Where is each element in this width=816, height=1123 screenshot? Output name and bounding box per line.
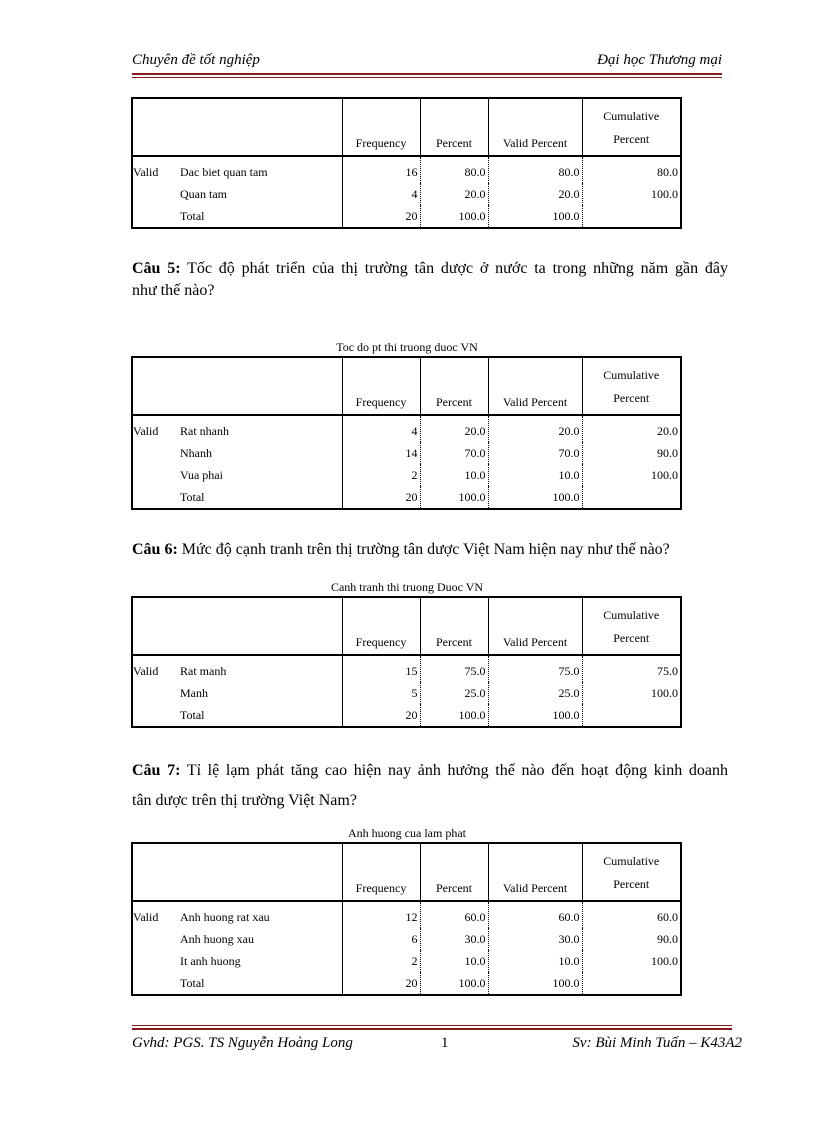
cell-valid-percent: 25.0: [488, 682, 582, 704]
table-lam-phat: [131, 842, 682, 996]
cell-frequency: 20: [342, 972, 420, 995]
cell-frequency: 2: [342, 464, 420, 486]
row-group-label: [132, 682, 180, 704]
row-label: Total: [180, 704, 342, 727]
footer-right: Sv: Bùi Minh Tuấn – K43A2: [572, 1035, 742, 1051]
row-label: Nhanh: [180, 442, 342, 464]
cell-cumulative-percent: 75.0: [582, 655, 681, 682]
table-header-row: [132, 597, 681, 655]
cell-cumulative-percent: 80.0: [582, 156, 681, 183]
row-label: Dac biet quan tam: [180, 156, 342, 183]
table-continued: [131, 97, 682, 229]
header-frequency: Frequency: [342, 357, 420, 415]
header-cumulative-percent: [582, 357, 681, 415]
cell-valid-percent: 20.0: [488, 183, 582, 205]
footer-rule-thin: [132, 1025, 732, 1026]
cell-percent: 25.0: [420, 682, 488, 704]
cell-valid-percent: 75.0: [488, 655, 582, 682]
table-header-row: [132, 357, 681, 415]
row-group-label: Valid: [133, 910, 159, 924]
cell-frequency: 5: [342, 682, 420, 704]
header-percent: Percent: [420, 98, 488, 156]
cell-frequency: 4: [342, 183, 420, 205]
header-cumulative-line1: Cumulative: [603, 109, 660, 123]
row-group-label: Valid: [133, 664, 159, 678]
table-row: [132, 442, 681, 464]
cell-frequency: 20: [342, 704, 420, 727]
cell-percent: 10.0: [420, 464, 488, 486]
cell-frequency: 20: [342, 486, 420, 509]
header-frequency: Frequency: [342, 597, 420, 655]
header-cumulative-line2: Percent: [613, 132, 650, 146]
cell-percent: 20.0: [420, 415, 488, 442]
header-frequency: Frequency: [342, 843, 420, 901]
header-rule-thin: [132, 77, 722, 78]
cell-frequency: 6: [342, 928, 420, 950]
cell-frequency: 20: [342, 205, 420, 228]
header-valid-percent: Valid Percent: [488, 98, 582, 156]
page-number: 1: [441, 1035, 449, 1051]
footer-left: Gvhd: PGS. TS Nguyễn Hoàng Long: [132, 1035, 353, 1051]
question-5: [132, 258, 728, 302]
cell-valid-percent: 80.0: [488, 156, 582, 183]
cell-valid-percent: 20.0: [488, 415, 582, 442]
question-number: Câu 5:: [132, 260, 181, 277]
table-caption-2: Canh tranh thi truong Duoc VN: [330, 580, 484, 594]
row-label: It anh huong: [180, 950, 342, 972]
question-text-line2: tân dược trên thị trường Việt Nam?: [132, 792, 357, 809]
table-row: [132, 950, 681, 972]
cell-percent: 100.0: [420, 704, 488, 727]
cell-percent: 100.0: [420, 972, 488, 995]
header-blank-cell: [132, 597, 342, 655]
row-label: Quan tam: [180, 183, 342, 205]
cell-cumulative-percent: 60.0: [582, 901, 681, 928]
header-cumulative-line2: Percent: [613, 877, 650, 891]
cell-cumulative-percent: 90.0: [582, 928, 681, 950]
cell-frequency: 2: [342, 950, 420, 972]
question-text-line1: Tốc độ phát triển của thị trường tân dược ở nước ta trong những năm gần đây: [187, 260, 729, 277]
cell-cumulative-percent: [582, 704, 681, 727]
table-caption-3: Anh huong cua lam phat: [348, 826, 466, 840]
cell-valid-percent: 60.0: [488, 901, 582, 928]
table-row: [132, 486, 681, 509]
cell-cumulative-percent: [582, 486, 681, 509]
row-group-label: Valid: [133, 165, 159, 179]
table-row: [132, 183, 681, 205]
header-cumulative-percent: [582, 98, 681, 156]
page-footer: [132, 1035, 742, 1055]
header-valid-percent: Valid Percent: [488, 843, 582, 901]
question-text-line2: như thế nào?: [132, 282, 215, 299]
row-group-label: [132, 442, 180, 464]
header-blank-cell: [132, 98, 342, 156]
table-row: [132, 901, 681, 928]
header-percent: Percent: [420, 597, 488, 655]
header-cumulative-percent: [582, 597, 681, 655]
page-header: [132, 52, 722, 72]
cell-valid-percent: 100.0: [488, 205, 582, 228]
row-label: Vua phai: [180, 464, 342, 486]
row-label: Total: [180, 972, 342, 995]
question-7: [132, 756, 728, 816]
cell-valid-percent: 100.0: [488, 486, 582, 509]
table-row: [132, 682, 681, 704]
cell-frequency: 16: [342, 156, 420, 183]
row-group-label: [132, 486, 180, 509]
question-text-line1: Mức độ cạnh tranh trên thị trường tân dược Việt Nam hiện nay như thế nào?: [181, 541, 670, 558]
cell-cumulative-percent: [582, 205, 681, 228]
cell-valid-percent: 100.0: [488, 704, 582, 727]
table-row: [132, 464, 681, 486]
table-row: [132, 415, 681, 442]
header-rule: [132, 73, 722, 75]
question-number: Câu 7:: [132, 762, 181, 779]
header-cumulative-line1: Cumulative: [603, 608, 660, 622]
table-canh-tranh: [131, 596, 682, 728]
header-cumulative-line2: Percent: [613, 631, 650, 645]
question-text-line1: Tỉ lệ lạm phát tăng cao hiện nay ảnh hưởng thế nào đến hoạt động kinh doanh: [186, 762, 729, 779]
cell-percent: 100.0: [420, 486, 488, 509]
header-cumulative-percent: [582, 843, 681, 901]
cell-percent: 60.0: [420, 901, 488, 928]
cell-cumulative-percent: 100.0: [582, 183, 681, 205]
row-label: Total: [180, 486, 342, 509]
table-row: [132, 156, 681, 183]
cell-frequency: 14: [342, 442, 420, 464]
header-percent: Percent: [420, 843, 488, 901]
footer-rule: [132, 1028, 732, 1030]
header-blank-cell: [132, 357, 342, 415]
cell-valid-percent: 100.0: [488, 972, 582, 995]
table-row: [132, 655, 681, 682]
row-label: Total: [180, 205, 342, 228]
row-group-label: Valid: [133, 424, 159, 438]
cell-cumulative-percent: 90.0: [582, 442, 681, 464]
cell-percent: 20.0: [420, 183, 488, 205]
cell-percent: 30.0: [420, 928, 488, 950]
cell-cumulative-percent: 20.0: [582, 415, 681, 442]
header-cumulative-line1: Cumulative: [603, 368, 660, 382]
header-valid-percent: Valid Percent: [488, 597, 582, 655]
question-number: Câu 6:: [132, 541, 178, 558]
row-group-label: [132, 950, 180, 972]
cell-cumulative-percent: 100.0: [582, 464, 681, 486]
header-left: Chuyên đề tốt nghiệp: [132, 52, 260, 68]
table-caption-1: Toc do pt thi truong duoc VN: [336, 340, 478, 354]
header-frequency: Frequency: [342, 98, 420, 156]
cell-valid-percent: 70.0: [488, 442, 582, 464]
header-blank-cell: [132, 843, 342, 901]
cell-percent: 10.0: [420, 950, 488, 972]
row-label: Anh huong rat xau: [180, 901, 342, 928]
cell-frequency: 4: [342, 415, 420, 442]
row-label: Manh: [180, 682, 342, 704]
row-group-label: [132, 205, 180, 228]
cell-percent: 100.0: [420, 205, 488, 228]
cell-valid-percent: 30.0: [488, 928, 582, 950]
cell-percent: 75.0: [420, 655, 488, 682]
header-cumulative-line1: Cumulative: [603, 854, 660, 868]
cell-frequency: 12: [342, 901, 420, 928]
row-group-label: [132, 183, 180, 205]
row-group-label: [132, 928, 180, 950]
cell-cumulative-percent: [582, 972, 681, 995]
table-row: [132, 972, 681, 995]
row-label: Anh huong xau: [180, 928, 342, 950]
cell-percent: 70.0: [420, 442, 488, 464]
header-cumulative-line2: Percent: [613, 391, 650, 405]
cell-valid-percent: 10.0: [488, 950, 582, 972]
table-toc-do-pt: [131, 356, 682, 510]
cell-frequency: 15: [342, 655, 420, 682]
header-percent: Percent: [420, 357, 488, 415]
cell-percent: 80.0: [420, 156, 488, 183]
table-header-row: [132, 843, 681, 901]
row-group-label: [132, 464, 180, 486]
row-label: Rat manh: [180, 655, 342, 682]
row-group-label: [132, 972, 180, 995]
table-row: [132, 928, 681, 950]
header-valid-percent: Valid Percent: [488, 357, 582, 415]
table-row: [132, 205, 681, 228]
row-label: Rat nhanh: [180, 415, 342, 442]
cell-valid-percent: 10.0: [488, 464, 582, 486]
table-row: [132, 704, 681, 727]
row-group-label: [132, 704, 180, 727]
question-6: [132, 539, 728, 561]
header-right: Đại học Thương mại: [597, 52, 722, 68]
cell-cumulative-percent: 100.0: [582, 950, 681, 972]
table-header-row: [132, 98, 681, 156]
cell-cumulative-percent: 100.0: [582, 682, 681, 704]
